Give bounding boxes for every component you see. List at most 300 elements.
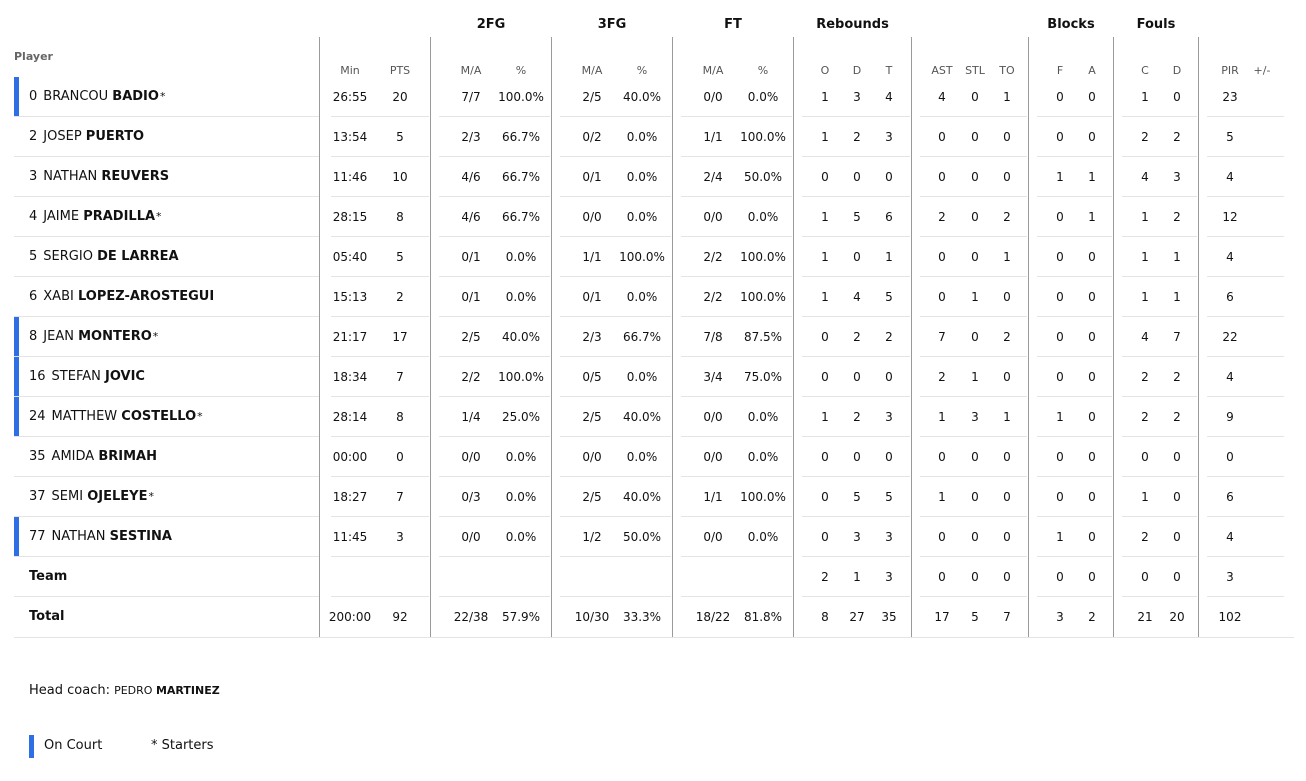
stat-cell: 0 <box>971 490 979 504</box>
column-header[interactable]: % <box>757 64 769 77</box>
player-first-name: JOSEP <box>43 129 82 144</box>
stat-cell: 15:13 <box>332 290 368 304</box>
stat-cell: 0 <box>1173 490 1181 504</box>
stat-cell: 0 <box>1088 570 1096 584</box>
stat-cell: 0 <box>971 250 979 264</box>
player-last-name: PRADILLA <box>83 209 156 224</box>
stat-cell: 9 <box>1226 410 1234 424</box>
stat-cell: 0 <box>1056 330 1064 344</box>
stat-cell: 7/8 <box>703 330 723 344</box>
column-header[interactable]: D <box>1172 64 1182 77</box>
stat-cell: 0 <box>821 170 829 184</box>
stat-cell: 2/4 <box>703 170 723 184</box>
stat-cell: 40.0% <box>622 410 662 424</box>
stat-cell: 23 <box>1222 90 1238 104</box>
table-row[interactable] <box>14 157 1284 197</box>
stat-cell: 13:54 <box>332 130 368 144</box>
stat-cell: 0 <box>938 530 946 544</box>
stat-cell: 3 <box>885 530 893 544</box>
stat-cell: 200:00 <box>328 610 372 624</box>
player-last-name: MONTERO <box>78 329 152 344</box>
stat-cell: 0 <box>971 130 979 144</box>
stat-cell: 0.0% <box>747 90 779 104</box>
stat-cell: 3/4 <box>703 370 723 384</box>
stat-cell: 0 <box>1056 250 1064 264</box>
stat-cell: 100.0% <box>740 490 786 504</box>
player-name[interactable] <box>29 117 144 157</box>
stat-cell: 22/38 <box>453 610 489 624</box>
stat-cell: 1 <box>1003 250 1011 264</box>
column-header[interactable]: M/A <box>581 64 603 77</box>
player-number: 0 <box>29 89 38 104</box>
stat-cell: 0 <box>1088 530 1096 544</box>
player-first-name: NATHAN <box>51 529 106 544</box>
stat-cell: 66.7% <box>622 330 662 344</box>
stat-cell: 8 <box>396 410 404 424</box>
player-name[interactable] <box>29 317 158 357</box>
column-header[interactable]: TO <box>999 64 1015 77</box>
stat-cell: 40.0% <box>622 490 662 504</box>
stat-cell: 0 <box>1056 210 1064 224</box>
stat-cell: 1 <box>1141 250 1149 264</box>
stat-cell: 5 <box>853 210 861 224</box>
stat-cell: 1 <box>1003 90 1011 104</box>
player-name[interactable] <box>29 477 154 517</box>
stat-cell: 0 <box>821 370 829 384</box>
stat-cell: 66.7% <box>501 210 541 224</box>
stat-cell: 8 <box>396 210 404 224</box>
stat-cell: 100.0% <box>498 90 544 104</box>
stat-cell: 27 <box>849 610 865 624</box>
stat-cell: 2 <box>1173 410 1181 424</box>
stat-cell: 0 <box>971 330 979 344</box>
stat-cell: 102 <box>1218 610 1242 624</box>
stat-cell: 100.0% <box>740 130 786 144</box>
stat-cell: 6 <box>885 210 893 224</box>
stat-cell: 5 <box>853 490 861 504</box>
column-header[interactable]: PIR <box>1221 64 1239 77</box>
stat-cell: 1/2 <box>582 530 602 544</box>
head-coach-prefix: Head coach: <box>29 683 115 698</box>
stat-cell: 2 <box>853 330 861 344</box>
player-first-name: JEAN <box>43 329 74 344</box>
stat-cell: 75.0% <box>743 370 783 384</box>
stat-cell: 1 <box>1056 410 1064 424</box>
stat-cell: 28:15 <box>332 210 368 224</box>
stat-cell: 0/0 <box>703 210 723 224</box>
stat-cell: 0.0% <box>747 450 779 464</box>
stat-cell: 6 <box>1226 290 1234 304</box>
stat-cell: 2 <box>396 290 404 304</box>
stat-cell: 0 <box>971 570 979 584</box>
player-name[interactable] <box>29 237 179 277</box>
stat-cell: 1 <box>1173 290 1181 304</box>
stat-cell: 0 <box>821 490 829 504</box>
player-last-name: REUVERS <box>101 169 170 184</box>
player-last-name: JOVIC <box>105 369 145 384</box>
group-header-2fg: 2FG <box>476 17 506 32</box>
player-number: 3 <box>29 169 38 184</box>
player-first-name: BRANCOU <box>43 89 109 104</box>
stat-cell: 10/30 <box>574 610 610 624</box>
stat-cell: 66.7% <box>501 170 541 184</box>
column-header[interactable]: C <box>1141 64 1149 77</box>
stat-cell: 0 <box>1088 290 1096 304</box>
stat-cell: 28:14 <box>332 410 368 424</box>
stat-cell: 0 <box>938 250 946 264</box>
column-header[interactable]: +/- <box>1253 64 1271 77</box>
stat-cell: 10 <box>392 170 408 184</box>
stat-cell: 2/5 <box>582 490 602 504</box>
starter-marker: * <box>156 210 162 223</box>
stat-cell: 0/1 <box>461 290 481 304</box>
stat-cell: 0 <box>1173 450 1181 464</box>
stat-cell: 3 <box>1173 170 1181 184</box>
stat-cell: 0.0% <box>747 530 779 544</box>
stat-cell: 1 <box>971 290 979 304</box>
player-name[interactable] <box>29 197 162 237</box>
stat-cell: 1 <box>1141 290 1149 304</box>
stat-cell: 0 <box>853 450 861 464</box>
player-first-name: NATHAN <box>43 169 98 184</box>
stat-cell: 0/0 <box>461 450 481 464</box>
stat-cell: 0 <box>1003 290 1011 304</box>
stat-cell: 2/3 <box>582 330 602 344</box>
column-header[interactable]: T <box>885 64 893 77</box>
stat-cell: 1/1 <box>582 250 602 264</box>
table-row[interactable] <box>14 197 1284 237</box>
stat-cell: 0 <box>971 90 979 104</box>
stat-cell: 1 <box>938 410 946 424</box>
stat-cell: 0 <box>1056 90 1064 104</box>
starter-marker: * <box>197 410 203 423</box>
stat-cell: 0.0% <box>626 290 658 304</box>
stat-cell: 2/3 <box>461 130 481 144</box>
stat-cell: 12 <box>1222 210 1238 224</box>
stat-cell: 40.0% <box>622 90 662 104</box>
stat-cell: 0 <box>938 570 946 584</box>
column-header[interactable]: PTS <box>389 64 411 77</box>
stat-cell: 0 <box>1088 450 1096 464</box>
stat-cell: 1 <box>821 410 829 424</box>
stat-cell: 2 <box>1003 330 1011 344</box>
stat-cell: 0 <box>1056 490 1064 504</box>
table-row[interactable] <box>14 357 1284 397</box>
stat-cell: 81.8% <box>743 610 783 624</box>
stat-cell: 5 <box>396 130 404 144</box>
player-name[interactable] <box>29 437 157 477</box>
table-row[interactable] <box>14 117 1284 157</box>
table-row[interactable] <box>14 317 1284 357</box>
stat-cell: 5 <box>396 250 404 264</box>
group-header-fouls: Fouls <box>1136 17 1176 32</box>
stat-cell: 1 <box>1173 250 1181 264</box>
stat-cell: 0.0% <box>505 450 537 464</box>
stat-cell: 1 <box>1056 170 1064 184</box>
on-court-legend-swatch <box>29 735 34 758</box>
stat-cell: 0.0% <box>626 170 658 184</box>
column-header[interactable]: Min <box>340 64 360 77</box>
stat-cell: 1 <box>1141 90 1149 104</box>
stat-cell: 3 <box>885 570 893 584</box>
stat-cell: 2 <box>1173 130 1181 144</box>
stat-cell: 4 <box>1226 170 1234 184</box>
column-header[interactable]: F <box>1056 64 1064 77</box>
stat-cell: 0 <box>1088 490 1096 504</box>
player-last-name: PUERTO <box>85 129 145 144</box>
stat-cell: 4/6 <box>461 170 481 184</box>
stat-cell: 0 <box>1003 450 1011 464</box>
player-number: 37 <box>29 489 46 504</box>
table-row[interactable] <box>14 437 1284 477</box>
stat-cell: 1 <box>1141 210 1149 224</box>
table-row[interactable] <box>14 277 1284 317</box>
player-number: 35 <box>29 449 46 464</box>
stat-cell: 0/1 <box>582 170 602 184</box>
stat-cell: 0 <box>1088 90 1096 104</box>
stat-cell: 7 <box>396 370 404 384</box>
stat-cell: 2 <box>1003 210 1011 224</box>
stat-cell: 21:17 <box>332 330 368 344</box>
stat-cell: 05:40 <box>332 250 368 264</box>
player-number: 24 <box>29 409 46 424</box>
total-row <box>14 597 1284 637</box>
stat-cell: 0 <box>971 210 979 224</box>
stat-cell: 0 <box>396 450 404 464</box>
player-first-name: AMIDA <box>51 449 95 464</box>
stat-cell: 1 <box>1003 410 1011 424</box>
stat-cell: 1/1 <box>703 490 723 504</box>
player-number: 16 <box>29 369 46 384</box>
stat-cell: 2/2 <box>461 370 481 384</box>
stat-cell: 3 <box>1056 610 1064 624</box>
stat-cell: 0 <box>885 450 893 464</box>
table-row[interactable] <box>14 517 1284 557</box>
total-row-label: Total <box>29 609 65 624</box>
column-header[interactable]: % <box>515 64 527 77</box>
table-bottom-divider <box>14 637 1294 638</box>
player-last-name: BADIO <box>112 89 159 104</box>
stat-cell: 0/0 <box>582 450 602 464</box>
stat-cell: 0/1 <box>461 250 481 264</box>
stat-cell: 7/7 <box>461 90 481 104</box>
player-last-name: DE LARREA <box>97 249 179 264</box>
player-first-name: MATTHEW <box>51 409 118 424</box>
stat-cell: 1 <box>1056 530 1064 544</box>
stat-cell: 0 <box>1088 130 1096 144</box>
stat-cell: 100.0% <box>740 290 786 304</box>
column-header[interactable]: AST <box>931 64 953 77</box>
stat-cell: 2 <box>821 570 829 584</box>
table-row[interactable] <box>14 237 1284 277</box>
stat-cell: 1 <box>1088 210 1096 224</box>
stat-cell: 0/3 <box>461 490 481 504</box>
stat-cell: 0 <box>938 170 946 184</box>
stat-cell: 3 <box>885 410 893 424</box>
stat-cell: 0 <box>1003 490 1011 504</box>
stat-cell: 0 <box>938 290 946 304</box>
stat-cell: 18:34 <box>332 370 368 384</box>
stat-cell: 0 <box>1173 530 1181 544</box>
player-last-name: BRIMAH <box>98 449 157 464</box>
player-first-name: SEMI <box>51 489 84 504</box>
stat-cell: 0 <box>1003 370 1011 384</box>
team-row <box>14 557 1284 597</box>
stat-cell: 1 <box>821 250 829 264</box>
stat-cell: 4 <box>885 90 893 104</box>
player-name[interactable] <box>29 157 169 197</box>
stat-cell: 0 <box>1003 170 1011 184</box>
starter-marker: * <box>148 490 154 503</box>
stat-cell: 0 <box>971 530 979 544</box>
stat-cell: 2 <box>938 370 946 384</box>
column-header[interactable]: % <box>636 64 648 77</box>
stat-cell: 2/2 <box>703 250 723 264</box>
stat-cell: 3 <box>971 410 979 424</box>
stat-cell: 0 <box>971 450 979 464</box>
on-court-indicator <box>14 317 19 357</box>
player-last-name: LOPEZ-AROSTEGUI <box>77 289 215 304</box>
starters-legend-label: * Starters <box>151 738 214 753</box>
stat-cell: 1/1 <box>703 130 723 144</box>
stat-cell: 20 <box>392 90 408 104</box>
stat-cell: 0 <box>1003 530 1011 544</box>
stat-cell: 0/0 <box>703 530 723 544</box>
on-court-indicator <box>14 77 19 117</box>
player-name[interactable] <box>29 397 203 437</box>
player-first-name: SERGIO <box>43 249 93 264</box>
column-header[interactable]: D <box>852 64 862 77</box>
table-row[interactable] <box>14 477 1284 517</box>
stat-cell: 0.0% <box>505 250 537 264</box>
stat-cell: 0 <box>1173 90 1181 104</box>
stat-cell: 1 <box>821 290 829 304</box>
head-coach-last-name: MARTINEZ <box>155 684 220 697</box>
stat-cell: 0 <box>1056 370 1064 384</box>
stat-cell: 66.7% <box>501 130 541 144</box>
stat-cell: 7 <box>1173 330 1181 344</box>
stat-cell: 1 <box>821 90 829 104</box>
stat-cell: 92 <box>392 610 408 624</box>
stat-cell: 100.0% <box>498 370 544 384</box>
stat-cell: 3 <box>396 530 404 544</box>
stat-cell: 17 <box>392 330 408 344</box>
on-court-indicator <box>14 397 19 437</box>
stat-cell: 2/5 <box>461 330 481 344</box>
stat-cell: 20 <box>1169 610 1185 624</box>
stat-cell: 2 <box>1088 610 1096 624</box>
stat-cell: 0 <box>821 530 829 544</box>
stat-cell: 1 <box>885 250 893 264</box>
table-row[interactable] <box>14 77 1284 117</box>
stat-cell: 0 <box>1056 450 1064 464</box>
stat-cell: 1 <box>821 130 829 144</box>
stat-cell: 2 <box>1173 210 1181 224</box>
stat-cell: 0.0% <box>505 530 537 544</box>
head-coach-name <box>114 684 220 697</box>
stat-cell: 0 <box>1173 570 1181 584</box>
table-row[interactable] <box>14 397 1284 437</box>
stat-cell: 0 <box>821 450 829 464</box>
group-header-3fg: 3FG <box>597 17 627 32</box>
stat-cell: 4 <box>1226 530 1234 544</box>
stat-cell: 2 <box>853 130 861 144</box>
stat-cell: 4 <box>853 290 861 304</box>
stat-cell: 0 <box>938 130 946 144</box>
player-number: 6 <box>29 289 38 304</box>
stat-cell: 6 <box>1226 490 1234 504</box>
player-last-name: OJELEYE <box>87 489 148 504</box>
stat-cell: 1 <box>1088 170 1096 184</box>
stat-cell: 2/5 <box>582 410 602 424</box>
stat-cell: 7 <box>938 330 946 344</box>
stat-cell: 1 <box>938 490 946 504</box>
player-name[interactable] <box>29 277 214 317</box>
stat-cell: 4/6 <box>461 210 481 224</box>
stat-cell: 0.0% <box>626 130 658 144</box>
stat-cell: 11:45 <box>332 530 368 544</box>
player-number: 2 <box>29 129 38 144</box>
player-name[interactable] <box>29 517 172 557</box>
stat-cell: 2 <box>1141 370 1149 384</box>
column-header[interactable]: O <box>820 64 830 77</box>
player-last-name: COSTELLO <box>121 409 197 424</box>
column-header[interactable]: M/A <box>702 64 724 77</box>
stat-cell: 0/1 <box>582 290 602 304</box>
stat-cell: 0.0% <box>505 490 537 504</box>
player-number: 77 <box>29 529 46 544</box>
stat-cell: 100.0% <box>619 250 665 264</box>
on-court-indicator <box>14 357 19 397</box>
stat-cell: 5 <box>885 490 893 504</box>
on-court-indicator <box>14 517 19 557</box>
stat-cell: 0 <box>1088 370 1096 384</box>
stat-cell: 0.0% <box>505 290 537 304</box>
stat-cell: 0 <box>1056 130 1064 144</box>
stat-cell: 18:27 <box>332 490 368 504</box>
stat-cell: 0.0% <box>626 370 658 384</box>
stat-cell: 2/5 <box>582 90 602 104</box>
column-header[interactable]: STL <box>965 64 985 77</box>
stat-cell: 1/4 <box>461 410 481 424</box>
stat-cell: 0.0% <box>747 210 779 224</box>
player-name[interactable] <box>29 357 145 397</box>
stat-cell: 0/2 <box>582 130 602 144</box>
stat-cell: 2 <box>885 330 893 344</box>
stat-cell: 2 <box>1141 530 1149 544</box>
head-coach <box>29 683 220 698</box>
starter-marker: * <box>152 330 159 343</box>
stat-cell: 0 <box>1003 570 1011 584</box>
stat-cell: 87.5% <box>743 330 783 344</box>
stat-cell: 7 <box>1003 610 1011 624</box>
stat-cell: 1 <box>853 570 861 584</box>
stat-cell: 0 <box>1141 450 1149 464</box>
column-header[interactable]: M/A <box>460 64 482 77</box>
stat-cell: 5 <box>885 290 893 304</box>
stat-cell: 0/0 <box>703 450 723 464</box>
stat-cell: 0 <box>885 170 893 184</box>
player-last-name: SESTINA <box>109 529 172 544</box>
player-first-name: STEFAN <box>51 369 101 384</box>
stat-cell: 0/0 <box>703 410 723 424</box>
stat-cell: 0.0% <box>747 410 779 424</box>
stat-cell: 0 <box>1088 330 1096 344</box>
column-header[interactable]: A <box>1088 64 1096 77</box>
stat-cell: 0/0 <box>703 90 723 104</box>
player-name[interactable] <box>29 77 165 117</box>
stat-cell: 18/22 <box>695 610 731 624</box>
